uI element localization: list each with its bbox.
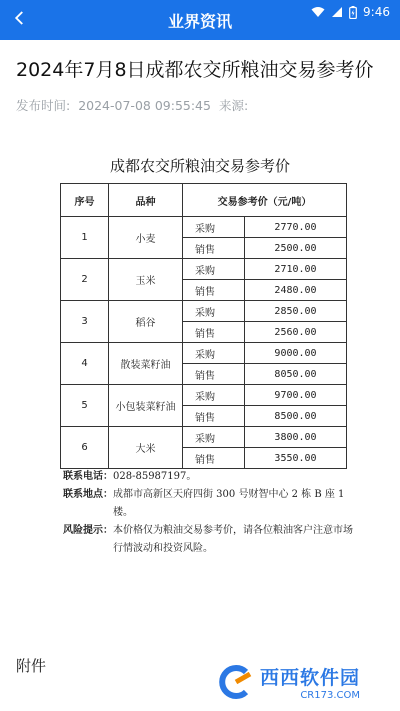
watermark-brand: 西西软件园 [260,667,361,689]
battery-icon [349,6,357,19]
contact-address: 成都市高新区天府四街 300 号财智中心 2 栋 B 座 1 楼。 [113,489,345,518]
watermark-domain: CR173.COM [300,690,361,701]
app-bar [0,0,400,40]
cell-variety: 小包装菜籽油 [109,385,183,427]
cell-buy-price: 9000.00 [245,343,347,364]
header-variety: 品种 [109,184,183,217]
table-header-row [61,184,347,217]
header-index: 序号 [61,184,109,217]
risk-label: 风险提示： [63,525,113,536]
cell-sell-label: 销售 [183,238,245,259]
risk-text: 本价格仅为粮油交易参考价，请各位粮油客户注意市场行情波动和投资风险。 [113,525,353,554]
price-table [60,183,347,469]
cell-sell-label: 销售 [183,448,245,469]
published-value: 2024-07-08 09:55:45 [78,98,211,113]
cell-sell-price: 2480.00 [245,280,347,301]
cr-logo-icon [216,662,256,702]
cell-index: 2 [61,259,109,301]
table-row [61,259,347,280]
cell-variety: 散装菜籽油 [109,343,183,385]
article-meta [16,96,252,114]
cell-sell-label: 销售 [183,280,245,301]
signal-icon [331,6,343,18]
price-document-image [0,140,400,610]
contact-phone: 028-85987197。 [113,471,197,482]
cell-buy-label: 采购 [183,301,245,322]
cell-sell-price: 8500.00 [245,406,347,427]
cell-index: 4 [61,343,109,385]
cell-sell-price: 3550.00 [245,448,347,469]
table-row [61,301,347,322]
cell-buy-price: 2850.00 [245,301,347,322]
table-row [61,343,347,364]
header-price: 交易参考价（元/吨） [183,184,347,217]
system-status [311,5,390,19]
table-row [61,427,347,448]
cell-buy-label: 采购 [183,427,245,448]
cell-variety: 玉米 [109,259,183,301]
cell-index: 3 [61,301,109,343]
cell-index: 1 [61,217,109,259]
cell-buy-price: 3800.00 [245,427,347,448]
published-label: 发布时间: [16,98,71,113]
attachments-heading: 附件 [16,657,47,675]
contact-phone-label: 联系电话： [63,471,113,482]
cell-index: 6 [61,427,109,469]
cell-buy-price: 9700.00 [245,385,347,406]
watermark [216,661,386,703]
cell-buy-price: 2710.00 [245,259,347,280]
cell-sell-price: 8050.00 [245,364,347,385]
cell-sell-price: 2500.00 [245,238,347,259]
cell-buy-label: 采购 [183,385,245,406]
page-title: 业界资讯 [167,12,232,31]
contact-address-label: 联系地点： [63,489,113,500]
cell-sell-label: 销售 [183,364,245,385]
cell-buy-price: 2770.00 [245,217,347,238]
cell-variety: 大米 [109,427,183,469]
cell-index: 5 [61,385,109,427]
table-row [61,217,347,238]
table-row [61,385,347,406]
cell-sell-label: 销售 [183,322,245,343]
wifi-icon [311,6,325,18]
cell-sell-price: 2560.00 [245,322,347,343]
cell-variety: 小麦 [109,217,183,259]
document-title: 成都农交所粮油交易参考价 [109,157,290,175]
document-notes [63,468,353,558]
source-label: 来源: [218,98,249,113]
article-title: 2024年7月8日成都农交所粮油交易参考价 [16,59,374,81]
cell-buy-label: 采购 [183,259,245,280]
clock: 9:46 [363,5,390,19]
cell-buy-label: 采购 [183,217,245,238]
cell-sell-label: 销售 [183,406,245,427]
cell-variety: 稻谷 [109,301,183,343]
cell-buy-label: 采购 [183,343,245,364]
